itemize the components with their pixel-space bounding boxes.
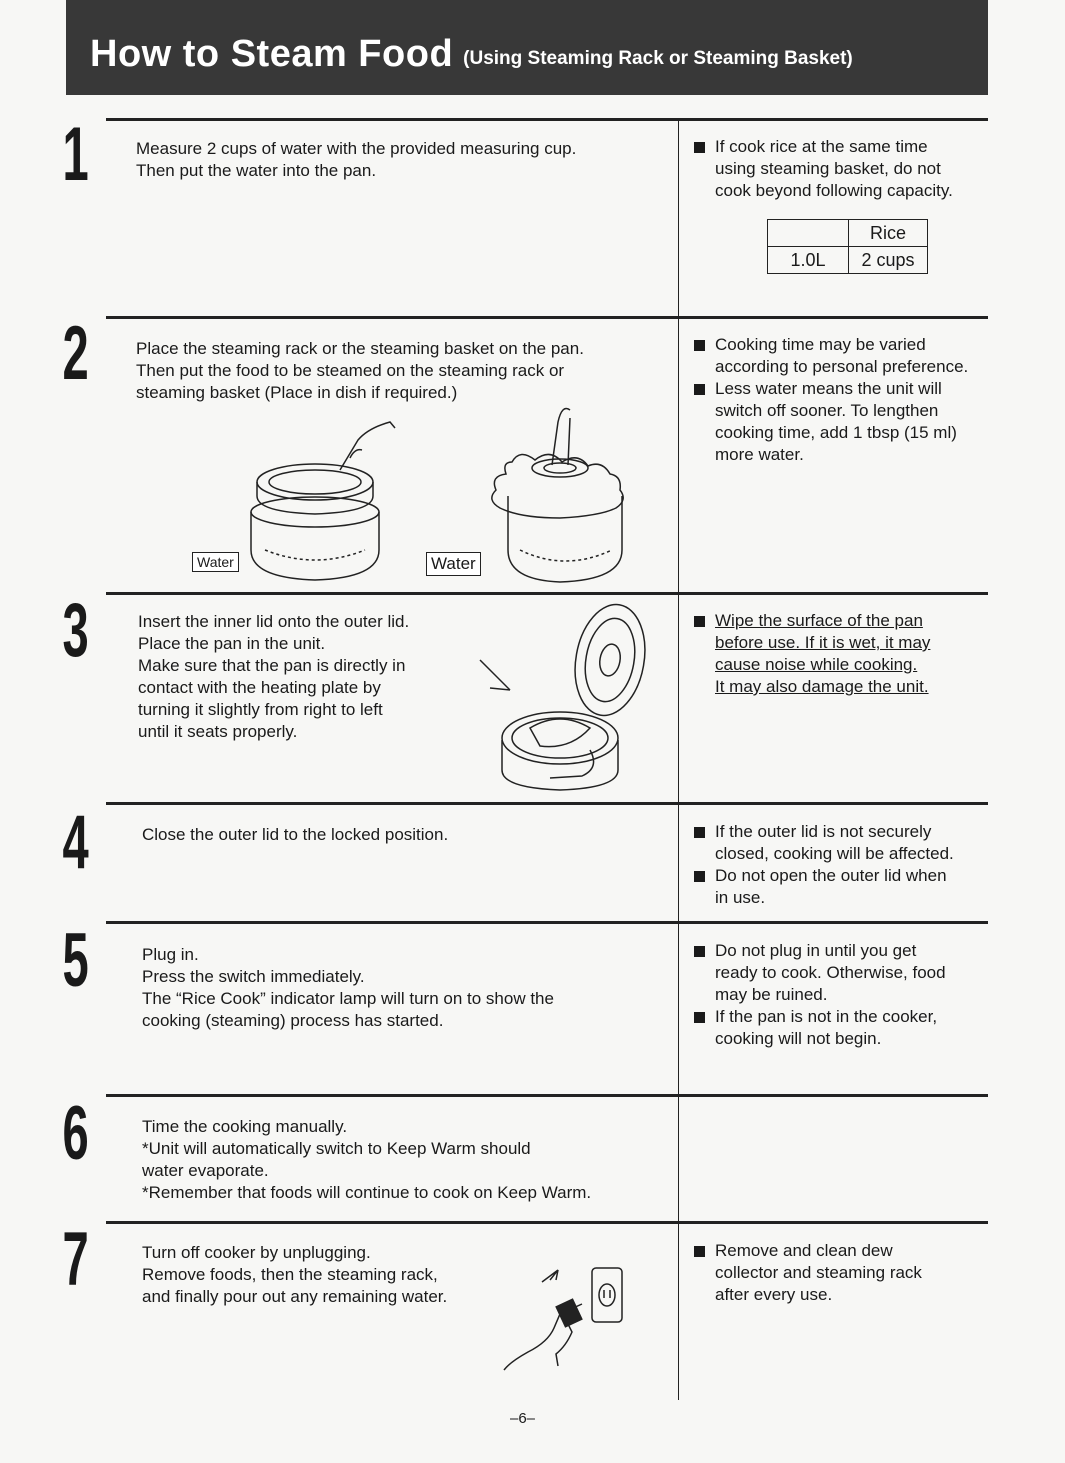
step-2-note-2: Less water means the unit will switch off sooner. To lengthen cooking time, add 1 tbsp (15 ml) more water. <box>694 378 1004 466</box>
inner-lid-pan-illustration <box>470 600 670 800</box>
capacity-cups: 2 cups <box>849 247 928 274</box>
step-4-note-2: Do not open the outer lid when in use. <box>694 865 994 909</box>
page-subtitle: (Using Steaming Rack or Steaming Basket) <box>463 47 853 69</box>
step-4-number: 4 <box>62 800 89 885</box>
step-2-number: 2 <box>62 311 89 396</box>
step-2-note-1: Cooking time may be varied according to personal preference. <box>694 334 1004 378</box>
capacity-header-blank <box>768 220 849 247</box>
step-3-number: 3 <box>62 588 89 673</box>
step-4-rule <box>106 802 988 805</box>
step-7-notes <box>694 1240 994 1306</box>
step-5-number: 5 <box>62 918 89 1003</box>
step-4-text: Close the outer lid to the locked position. <box>142 825 449 844</box>
step-6-number: 6 <box>62 1091 89 1176</box>
step-5-text: Plug in. Press the switch immediately. The “Rice Cook” indicator lamp will turn on to show the cooking (steaming) process has started. <box>142 945 554 1030</box>
step-1-rule <box>106 118 988 121</box>
step-2-text: Place the steaming rack or the steaming basket on the pan. Then put the food to be steamed on the steaming rack or steaming basket (Place in dish if required.) <box>136 339 584 402</box>
water-label-left: Water <box>192 552 239 572</box>
capacity-row <box>768 247 928 274</box>
step-5-notes <box>694 940 994 1050</box>
unplug-illustration <box>498 1262 628 1374</box>
capacity-table <box>767 219 928 274</box>
bullet-icon <box>694 384 705 395</box>
step-2-notes <box>694 334 1004 466</box>
page-number: –6– <box>510 1410 536 1427</box>
step-5-note-2: If the pan is not in the cooker, cooking will not begin. <box>694 1006 994 1050</box>
step-7-text: Turn off cooker by unplugging. Remove foods, then the steaming rack, and finally pour out any remaining water. <box>142 1243 448 1306</box>
step-3-rule <box>106 592 988 595</box>
water-label-right: Water <box>426 552 481 576</box>
column-divider <box>678 120 679 1400</box>
bullet-icon <box>694 340 705 351</box>
page-title: How to Steam Food <box>90 33 454 75</box>
step-3-notes <box>694 610 974 698</box>
step-4-note-1: If the outer lid is not securely closed, cooking will be affected. <box>694 821 994 865</box>
step-7-note-1: Remove and clean dew collector and steaming rack after every use. <box>694 1240 994 1306</box>
steaming-rack-basket-illustration <box>190 400 650 590</box>
bullet-icon <box>694 827 705 838</box>
step-3-note-1: Wipe the surface of the pan before use. If it is wet, it may cause noise while cooking. It may also damage the unit. <box>694 610 974 698</box>
step-2-rule <box>106 316 988 319</box>
bullet-icon <box>694 1246 705 1257</box>
capacity-size: 1.0L <box>768 247 849 274</box>
step-7-rule <box>106 1221 988 1224</box>
bullet-icon <box>694 871 705 882</box>
step-5-note-1: Do not plug in until you get ready to cook. Otherwise, food may be ruined. <box>694 940 994 1006</box>
capacity-header-rice: Rice <box>849 220 928 247</box>
step-7-number: 7 <box>62 1217 89 1302</box>
bullet-icon <box>694 142 705 153</box>
step-1-notes <box>694 136 994 202</box>
step-3-text: Insert the inner lid onto the outer lid. Place the pan in the unit. Make sure that the pan is directly in contact with the heating plate by turning it slightly from right to left until it seats properly. <box>138 612 410 741</box>
bullet-icon <box>694 1012 705 1023</box>
step-1-note-1: If cook rice at the same time using steaming basket, do not cook beyond following capacity. <box>694 136 994 202</box>
step-1-number: 1 <box>62 112 89 197</box>
step-4-notes <box>694 821 994 909</box>
bullet-icon <box>694 616 705 627</box>
capacity-header-row <box>768 220 928 247</box>
step-6-text: Time the cooking manually. *Unit will automatically switch to Keep Warm should water evaporate. *Remember that foods will continue to cook on Keep Warm. <box>142 1117 592 1202</box>
step-6-rule <box>106 1094 988 1097</box>
step-5-rule <box>106 921 988 924</box>
step-1-text: Measure 2 cups of water with the provided measuring cup. Then put the water into the pan. <box>136 139 577 180</box>
bullet-icon <box>694 946 705 957</box>
header-banner <box>66 0 988 95</box>
